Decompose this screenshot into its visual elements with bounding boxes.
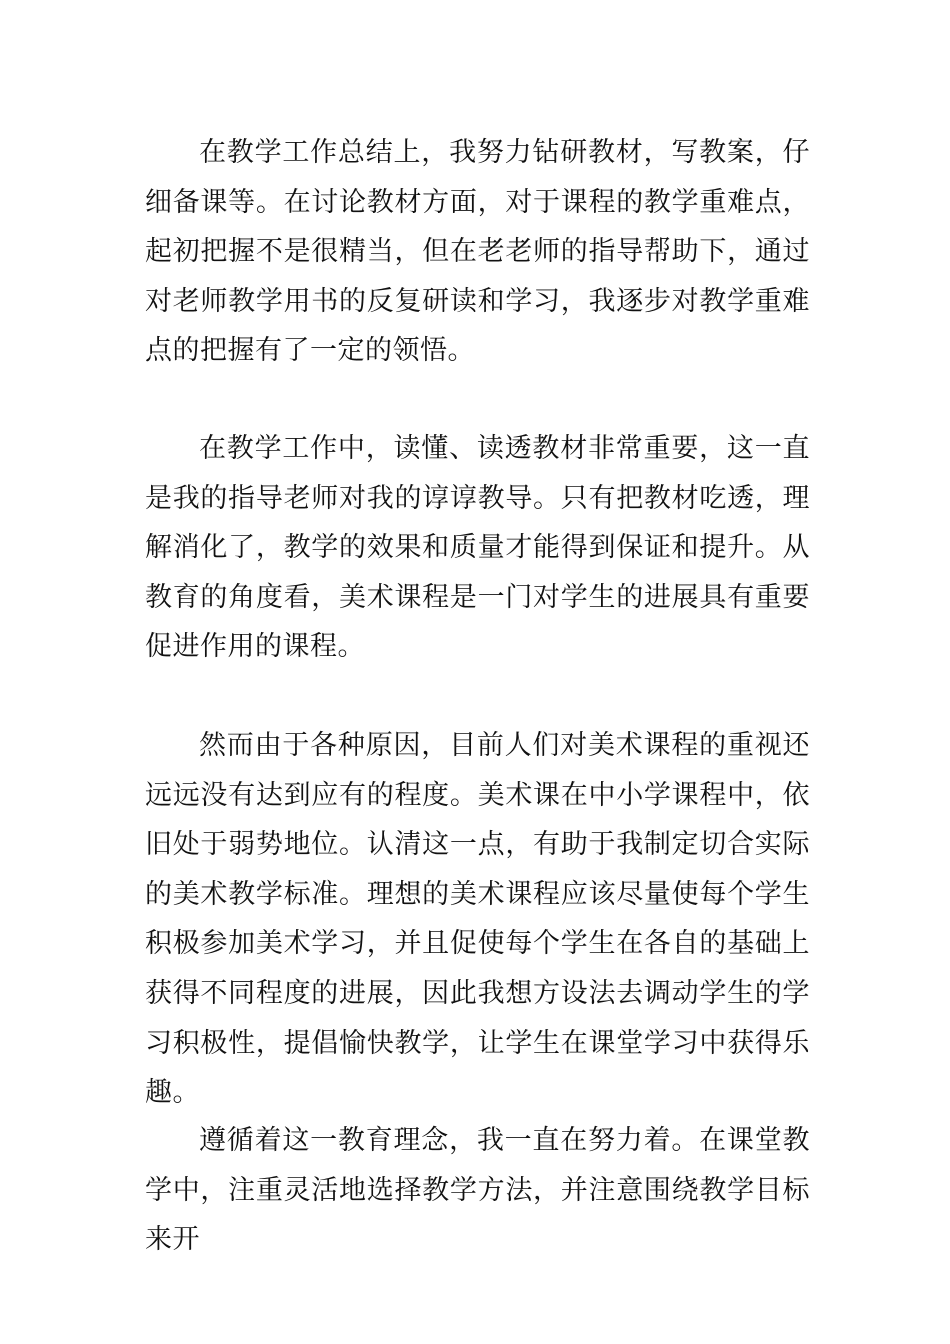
paragraph-art-curriculum: 然而由于各种原因，目前人们对美术课程的重视还远远没有达到应有的程度。美术课在中小学课程中，依旧处于弱势地位。认清这一点，有助于我制定切合实际的美术教学标准。理想的美术课程应该尽量使每个学生积极参加美术学习，并且促使每个学生在各自的基础上获得不同程度的进展，因此我想方设法去调动学生的学习积极性，提倡愉快教学，让学生在课堂学习中获得乐趣。: [145, 730, 810, 1109]
paragraph-teaching-philosophy: 遵循着这一教育理念，我一直在努力着。在课堂教学中，注重灵活地选择教学方法，并注意围绕教学目标来开: [145, 1125, 810, 1256]
paragraph-teaching-summary: 在教学工作总结上，我努力钻研教材，写教案，仔细备课等。在讨论教材方面，对于课程的教学重难点，起初把握不是很精当，但在老老师的指导帮助下，通过对老师教学用书的反复研读和学习，我逐步对教学重难点的把握有了一定的领悟。: [145, 137, 810, 367]
paragraph-textbook-study: 在教学工作中，读懂、读透教材非常重要，这一直是我的指导老师对我的谆谆教导。只有把教材吃透，理解消化了，教学的效果和质量才能得到保证和提升。从教育的角度看，美术课程是一门对学生的进展具有重要促进作用的课程。: [145, 433, 810, 663]
